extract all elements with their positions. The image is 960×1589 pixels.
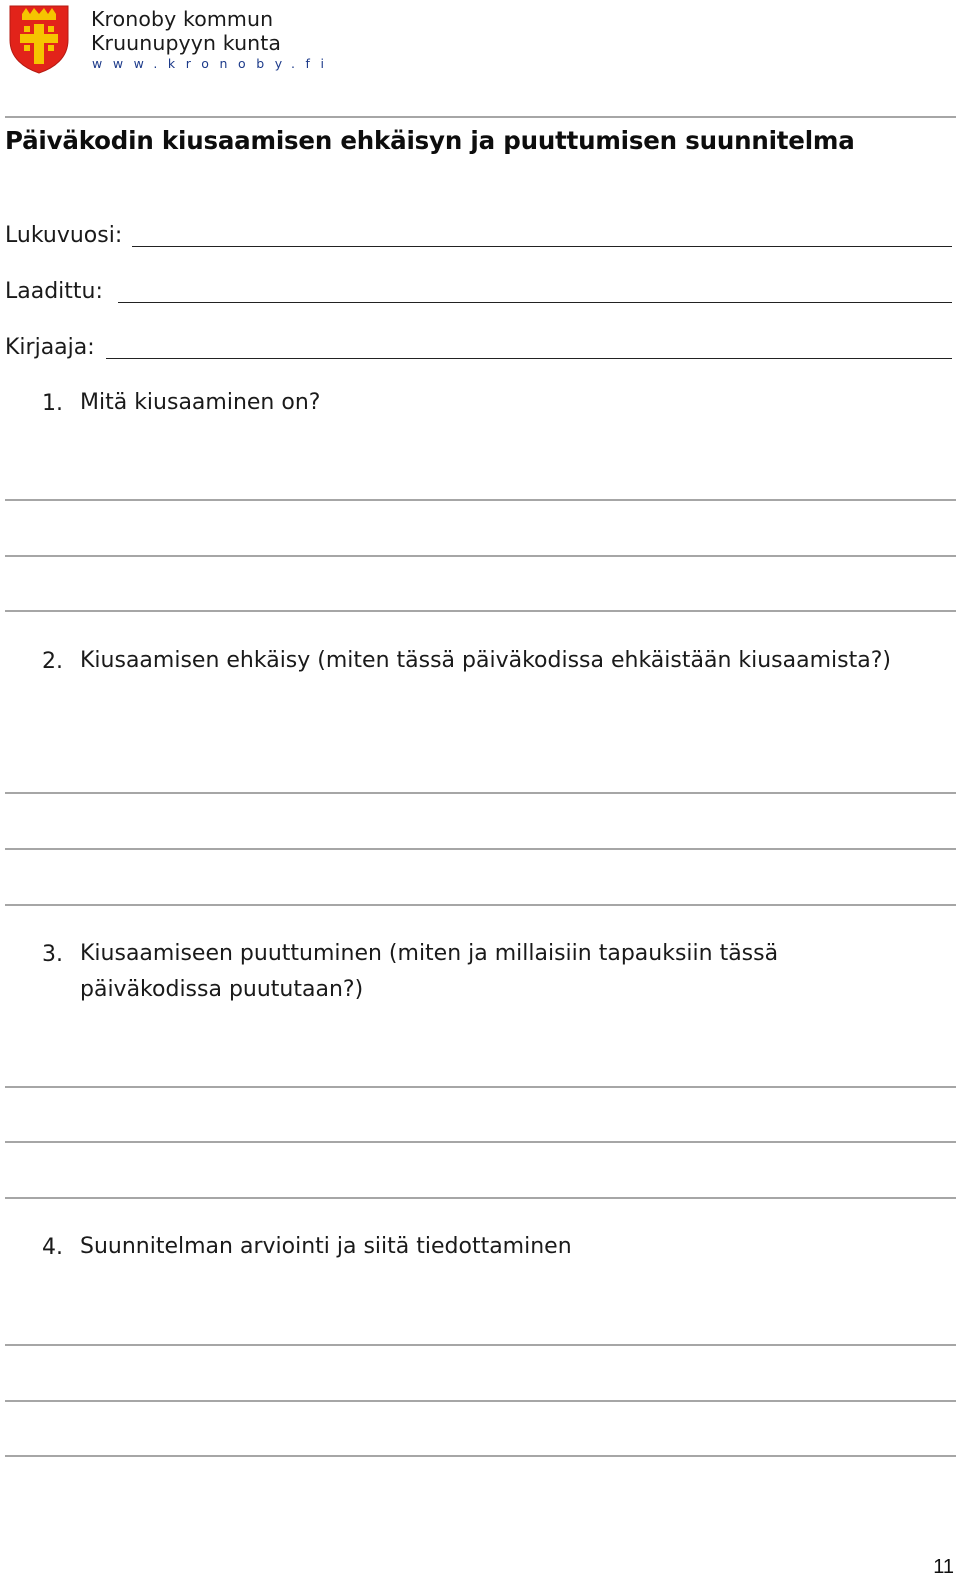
answer-line[interactable] — [5, 610, 956, 612]
prepared-input-line[interactable] — [118, 302, 952, 303]
question-text: Suunnitelman arviointi ja siitä tiedottaminen — [80, 1234, 572, 1259]
answer-line[interactable] — [5, 1455, 956, 1457]
question-text: Mitä kiusaaminen on? — [80, 390, 321, 415]
question-number: 4. — [42, 1235, 63, 1260]
question-number: 3. — [42, 942, 63, 967]
document-title: Päiväkodin kiusaamisen ehkäisyn ja puuttumisen suunnitelma — [5, 126, 855, 155]
website-link[interactable]: www.kronoby.fi — [92, 56, 335, 71]
organization-name-swedish: Kronoby kommun — [91, 7, 274, 31]
answer-line[interactable] — [5, 1086, 956, 1088]
answer-line[interactable] — [5, 1400, 956, 1402]
recorder-input-line[interactable] — [106, 358, 952, 359]
answer-line[interactable] — [5, 904, 956, 906]
field-label-recorder: Kirjaaja: — [5, 335, 95, 360]
page-number: 11 — [933, 1556, 954, 1578]
header-divider — [5, 116, 956, 118]
answer-line[interactable] — [5, 1344, 956, 1346]
question-number: 2. — [42, 649, 63, 674]
question-text: Kiusaamisen ehkäisy (miten tässä päiväkodissa ehkäistään kiusaamista?) — [80, 648, 891, 673]
answer-line[interactable] — [5, 1197, 956, 1199]
organization-name-finnish: Kruunupyyn kunta — [91, 31, 282, 55]
answer-line[interactable] — [5, 848, 956, 850]
answer-line[interactable] — [5, 792, 956, 794]
field-label-prepared: Laadittu: — [5, 279, 103, 304]
field-label-school-year: Lukuvuosi: — [5, 223, 123, 248]
school-year-input-line[interactable] — [132, 246, 952, 247]
letterhead — [8, 4, 408, 74]
coat-of-arms-icon — [8, 4, 70, 74]
answer-line[interactable] — [5, 499, 956, 501]
question-text: Kiusaamiseen puuttuminen (miten ja millaisiin tapauksiin tässä päiväkodissa puututaan?) — [80, 941, 779, 1002]
answer-line[interactable] — [5, 1141, 956, 1143]
question-number: 1. — [42, 391, 63, 416]
answer-line[interactable] — [5, 555, 956, 557]
